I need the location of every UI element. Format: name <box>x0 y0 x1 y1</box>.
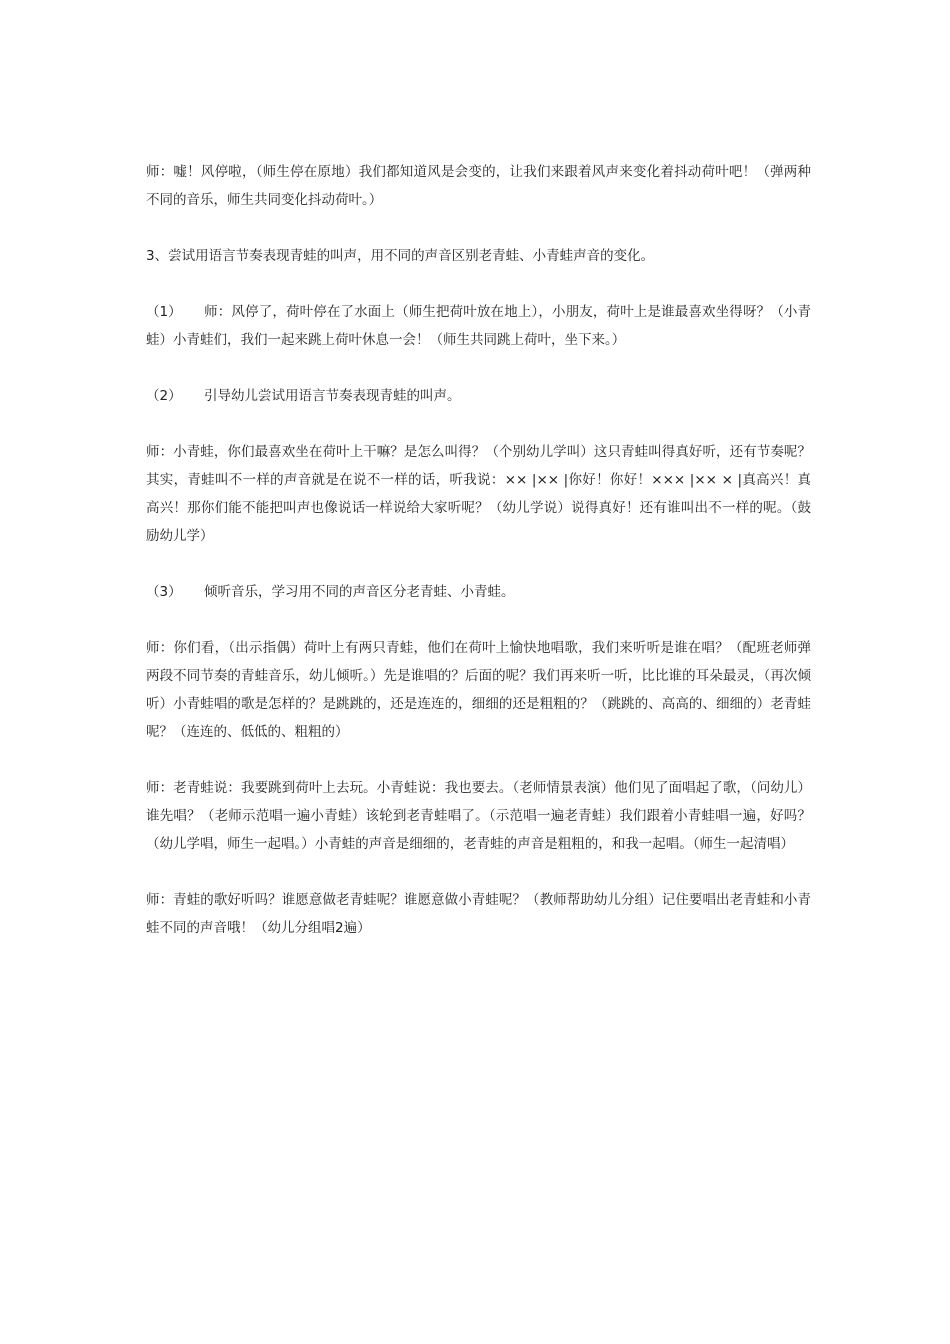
list-item-3 <box>146 578 811 606</box>
list-item-number: （1） <box>146 304 182 320</box>
paragraph-group: 师：青蛙的歌好听吗？谁愿意做老青蛙呢？谁愿意做小青蛙呢？（教师帮助幼儿分组）记住要唱出老青蛙和小青蛙不同的声音哦！（幼儿分组唱2遍） <box>146 892 811 936</box>
list-item-text: 倾听音乐，学习用不同的声音区分老青蛙、小青蛙。 <box>204 584 515 600</box>
list-item-text: 引导幼儿尝试用语言节奏表现青蛙的叫声。 <box>204 388 461 404</box>
list-item-text: 师：风停了，荷叶停在了水面上（师生把荷叶放在地上），小朋友，荷叶上是谁最喜欢坐得呀？（小青蛙）小青蛙们，我们一起来跳上荷叶休息一会！（师生共同跳上荷叶，坐下来。） <box>146 304 811 348</box>
list-item-2 <box>146 382 811 410</box>
paragraph-listen: 师：你们看，（出示指偶）荷叶上有两只青蛙，他们在荷叶上愉快地唱歌，我们来听听是谁在唱？（配班老师弹两段不同节奏的青蛙音乐，幼儿倾听。）先是谁唱的？后面的呢？我们再来听一听，比比谁的耳朵最灵，（再次倾听）小青蛙唱的歌是怎样的？是跳跳的，还是连连的，细细的还是粗粗的？（跳跳的、高高的、细细的）老青蛙呢？（连连的、低低的、粗粗的） <box>146 640 811 740</box>
paragraph-rhythm: 师：小青蛙，你们最喜欢坐在荷叶上干嘛？是怎么叫得？（个别幼儿学叫）这只青蛙叫得真好听，还有节奏呢？其实，青蛙叫不一样的声音就是在说不一样的话，听我说：×× |×× |你好！你好！××× |×× × |真高兴！真高兴！那你们能不能把叫声也像说话一样说给大家听呢？（幼儿学说）说得真好！还有谁叫出不一样的呢。（鼓励幼儿学） <box>146 444 811 544</box>
paragraph-sing: 师：老青蛙说：我要跳到荷叶上去玩。小青蛙说：我也要去。（老师情景表演）他们见了面唱起了歌，（问幼儿）谁先唱？（老师示范唱一遍小青蛙）该轮到老青蛙唱了。（示范唱一遍老青蛙）我们跟着小青蛙唱一遍，好吗？（幼儿学唱，师生一起唱。）小青蛙的声音是细细的，老青蛙的声音是粗粗的，和我一起唱。（师生一起清唱） <box>146 780 811 852</box>
document-page <box>146 158 811 970</box>
section-heading-3: 3、尝试用语言节奏表现青蛙的叫声，用不同的声音区别老青蛙、小青蛙声音的变化。 <box>146 248 655 264</box>
list-item-1 <box>146 298 811 354</box>
paragraph-wind-stop: 师：嘘！风停啦，（师生停在原地）我们都知道风是会变的，让我们来跟着风声来变化着抖动荷叶吧！（弹两种不同的音乐，师生共同变化抖动荷叶。） <box>146 164 811 208</box>
list-item-number: （3） <box>146 584 182 600</box>
list-item-number: （2） <box>146 388 182 404</box>
